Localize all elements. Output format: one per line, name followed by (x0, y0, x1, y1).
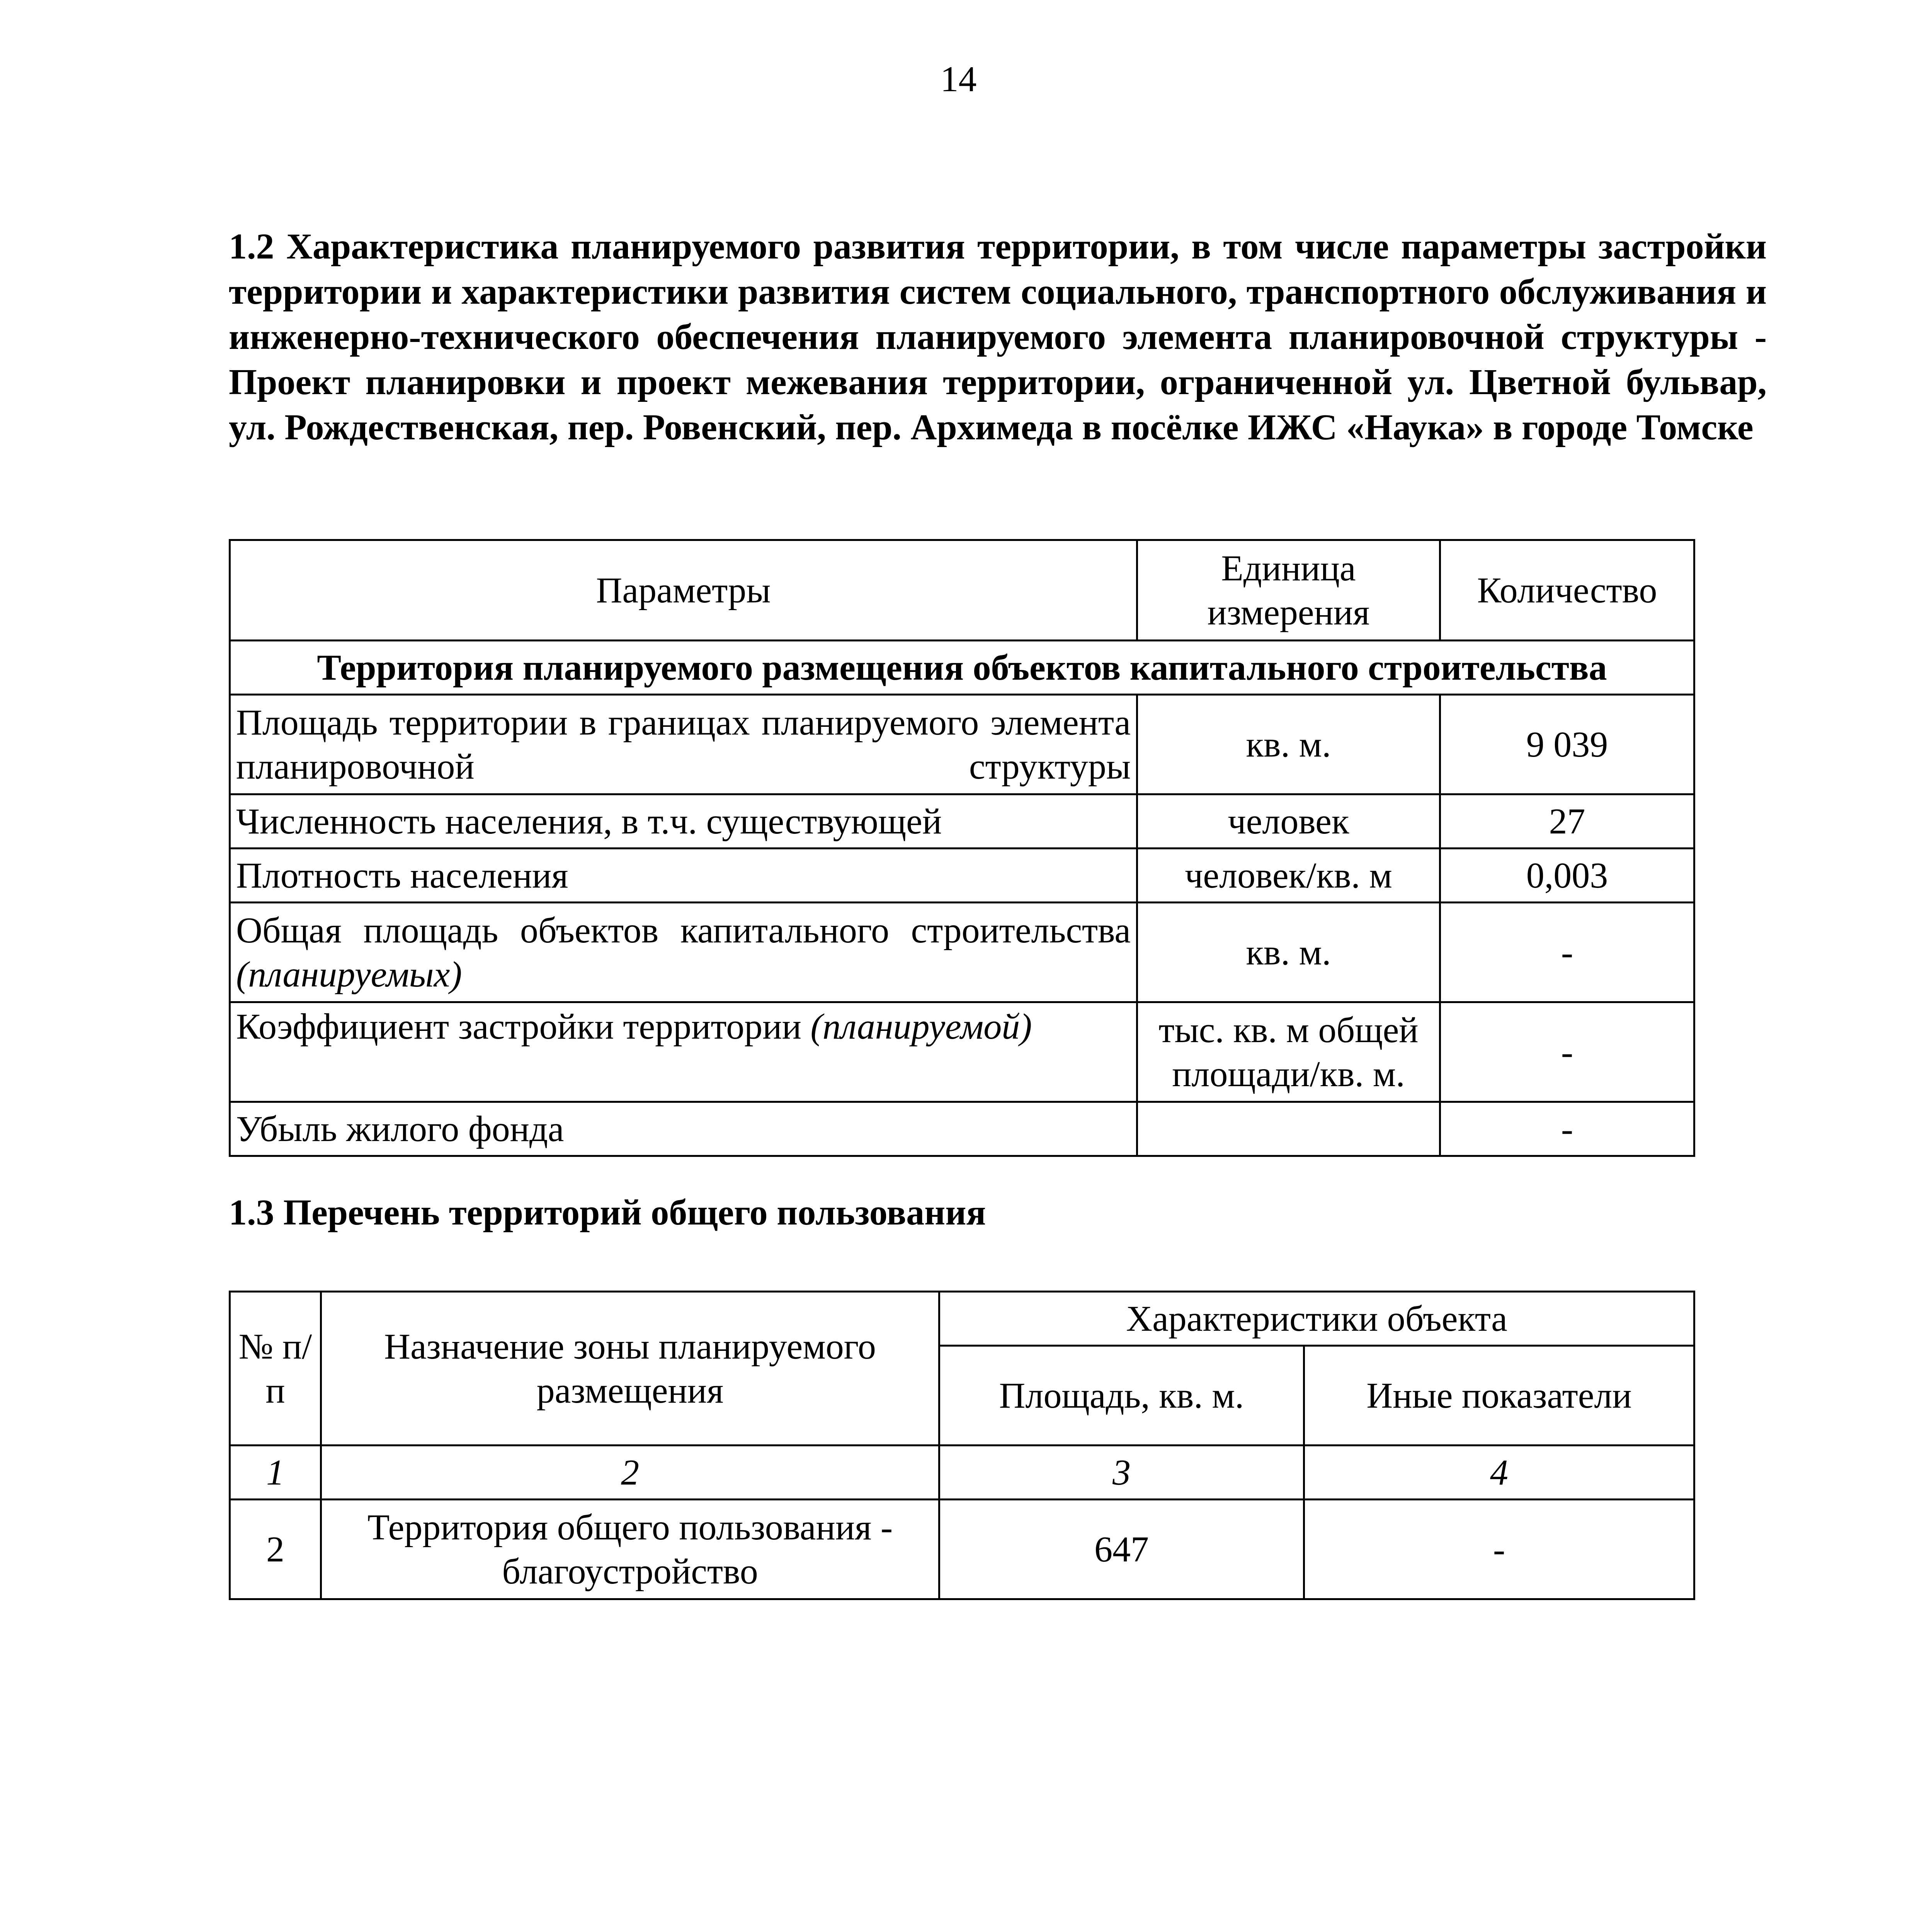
table-index-row (230, 1446, 1694, 1500)
index-cell: 4 (1304, 1446, 1694, 1500)
header-area: Площадь, кв. м. (939, 1346, 1304, 1446)
row-unit: тыс. кв. м общей площади/кв. м. (1137, 1002, 1440, 1102)
table-header-row (230, 1292, 1694, 1346)
row-param: Плотность населения (230, 849, 1137, 903)
planning-parameters-table (229, 539, 1695, 1157)
table-header-row (230, 540, 1694, 641)
row-unit: кв. м. (1137, 903, 1440, 1002)
row-qty: 27 (1440, 794, 1694, 849)
row-other: - (1304, 1500, 1694, 1599)
table-row (230, 1102, 1694, 1156)
table-row (230, 695, 1694, 794)
header-number: № п/п (230, 1292, 321, 1446)
group-title: Территория планируемого размещения объектов капитального строительства (230, 641, 1694, 695)
row-unit: человек/кв. м (1137, 849, 1440, 903)
row-param-italic: (планируемых) (236, 954, 462, 995)
header-other: Иные показатели (1304, 1346, 1694, 1446)
table-row (230, 794, 1694, 849)
row-qty: 0,003 (1440, 849, 1694, 903)
index-cell: 2 (321, 1446, 939, 1500)
row-number: 2 (230, 1500, 321, 1599)
index-cell: 3 (939, 1446, 1304, 1500)
table-row (230, 1500, 1694, 1599)
row-param-cell (230, 1002, 1137, 1102)
table-row (230, 849, 1694, 903)
table-group-row (230, 641, 1694, 695)
table-row (230, 1002, 1694, 1102)
row-unit (1137, 1102, 1440, 1156)
page-number: 14 (940, 59, 977, 99)
row-param: Убыль жилого фонда (230, 1102, 1137, 1156)
header-parameters: Параметры (230, 540, 1137, 641)
row-param: Площадь территории в границах планируемого элемента планировочной структуры (230, 695, 1137, 794)
row-unit: кв. м. (1137, 695, 1440, 794)
row-purpose: Территория общего пользования - благоустройство (321, 1500, 939, 1599)
row-qty: - (1440, 1002, 1694, 1102)
row-param-italic: (планируемой) (810, 1007, 1032, 1047)
row-param: Коэффициент застройки территории (236, 1007, 811, 1047)
header-purpose: Назначение зоны планируемого размещения (321, 1292, 939, 1446)
header-quantity: Количество (1440, 540, 1694, 641)
row-unit: человек (1137, 794, 1440, 849)
row-qty: - (1440, 903, 1694, 1002)
row-param: Общая площадь объектов капитального строительства (236, 910, 1131, 951)
row-qty: - (1440, 1102, 1694, 1156)
public-territories-table (229, 1291, 1695, 1600)
table-row (230, 903, 1694, 1002)
row-param: Численность населения, в т.ч. существующей (230, 794, 1137, 849)
section-heading-1-3: 1.3 Перечень территорий общего пользования (229, 1192, 986, 1233)
row-qty: 9 039 (1440, 695, 1694, 794)
row-area: 647 (939, 1500, 1304, 1599)
row-param-cell (230, 903, 1137, 1002)
header-characteristics: Характеристики объекта (939, 1292, 1694, 1346)
index-cell: 1 (230, 1446, 321, 1500)
header-unit: Единица измерения (1137, 540, 1440, 641)
section-heading-1-2: 1.2 Характеристика планируемого развития территории, в том числе параметры застройки территории и характеристики развития систем социального, транспортного обслуживания и инженерно-технического обеспечения планируемого элемента планировочной структуры - Проект планировки и проект межевания территории, ограниченной ул. Цветной бульвар, ул. Рождественская, пер. Ровенский, пер. Архимеда в посёлке ИЖС «Наука» в городе Томске (229, 226, 1767, 447)
